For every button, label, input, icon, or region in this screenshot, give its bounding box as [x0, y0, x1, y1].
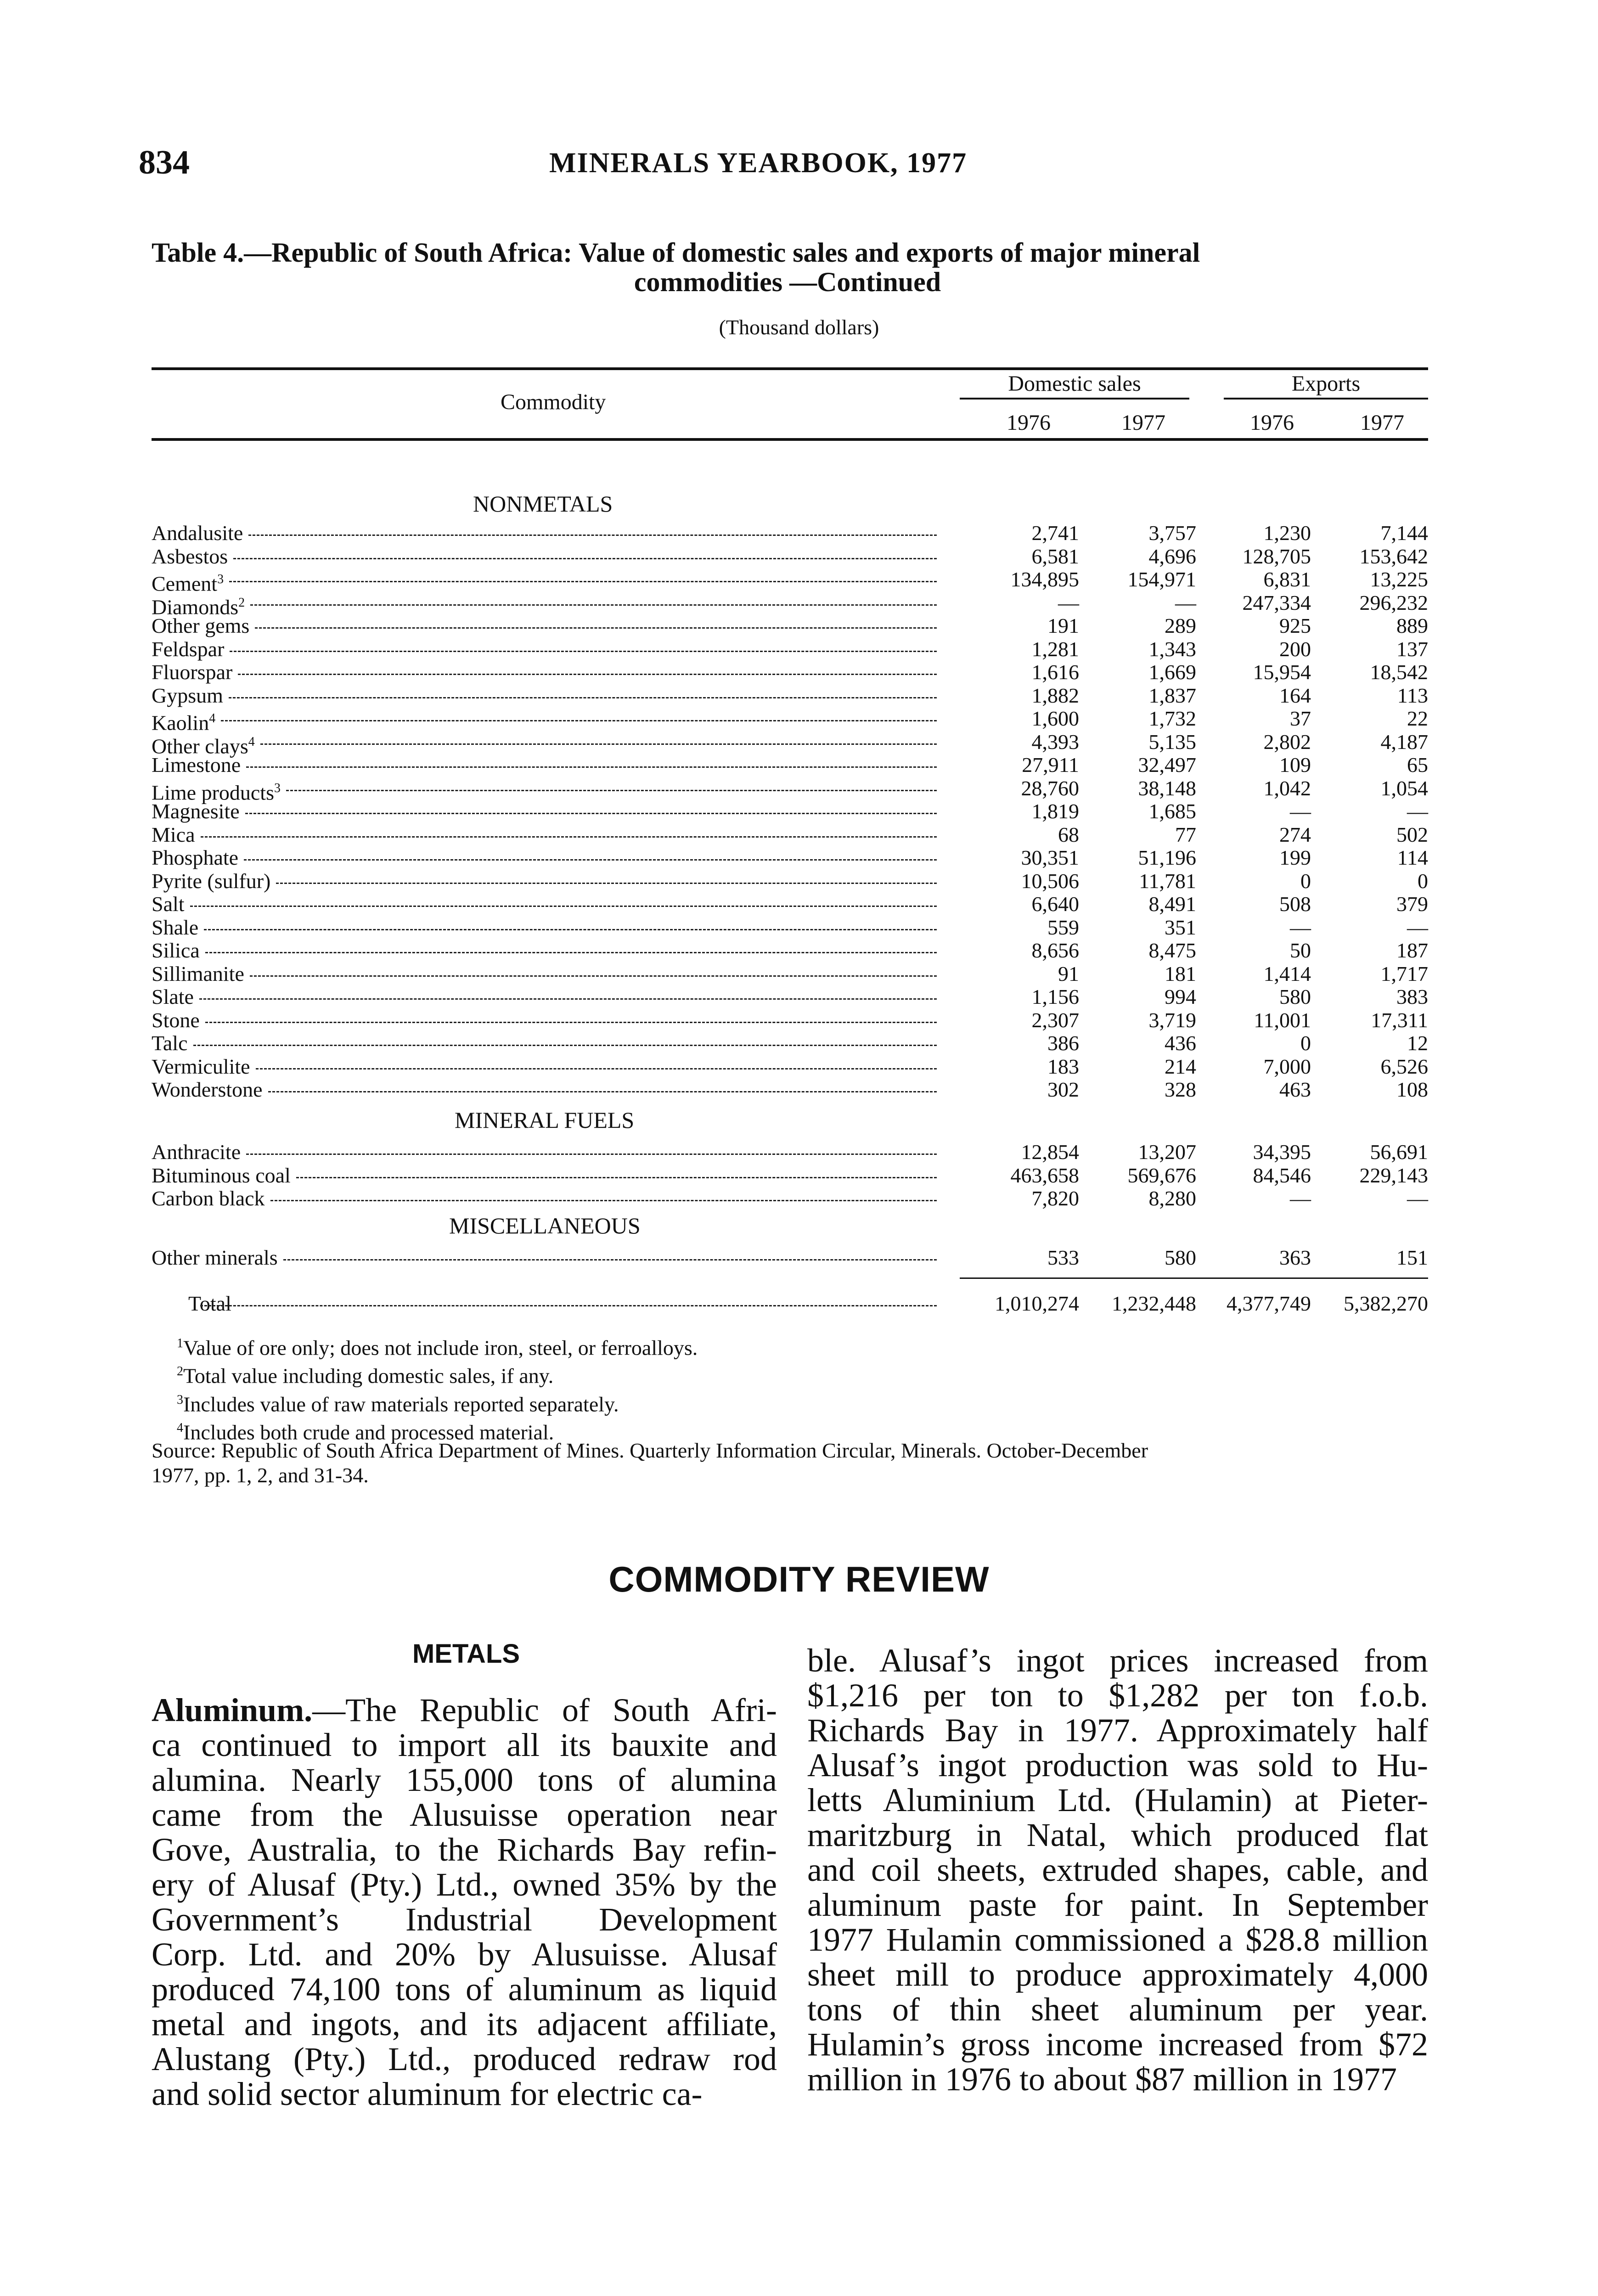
- value-e77: 153,642: [1359, 544, 1428, 568]
- leader-dots: [260, 743, 937, 745]
- table-row: [152, 545, 1428, 568]
- value-d76: 6,581: [1031, 544, 1079, 568]
- value-d77: 38,148: [1138, 776, 1196, 800]
- value-d76: 27,911: [1022, 753, 1079, 777]
- commodity-name: Silica: [152, 939, 200, 962]
- text-line: came from the Alusuisse operation near: [152, 1796, 777, 1833]
- commodity-name: Gypsum: [152, 683, 223, 707]
- footnote-text: Total value including domestic sales, if any.: [183, 1364, 554, 1388]
- footnote-1: [177, 1332, 1371, 1360]
- commodity-name: Vermiculite: [152, 1054, 250, 1078]
- value-d77: 32,497: [1138, 753, 1196, 777]
- table-title: [152, 238, 1424, 297]
- value-e76: 925: [1279, 614, 1311, 637]
- text-line: maritzburg in Natal, which produced flat: [807, 1817, 1428, 1853]
- table-row: [152, 707, 1428, 735]
- value-d77: 8,491: [1148, 892, 1196, 916]
- value-e76: 199: [1279, 846, 1311, 869]
- footnote-text: Value of ore only; does not include iron, steel, or ferroalloys.: [183, 1336, 698, 1360]
- value-e77: 137: [1396, 637, 1428, 661]
- commodity-name: Slate: [152, 985, 194, 1008]
- value-e76: 6,831: [1263, 568, 1311, 591]
- value-e76: 2,802: [1263, 730, 1311, 754]
- section-nonmetals: NONMETALS: [473, 491, 613, 517]
- table-row: [152, 776, 1428, 804]
- value-e76: 0: [1300, 1031, 1311, 1055]
- text-line: ble. Alusaf’s ingot prices increased from: [807, 1642, 1428, 1679]
- value-d76: 7,820: [1031, 1187, 1079, 1210]
- value-e77: 114: [1397, 846, 1428, 869]
- value-d76: 4,393: [1031, 730, 1079, 754]
- value-d76: 386: [1047, 1031, 1079, 1055]
- text-line: Corp. Ltd. and 20% by Alusuisse. Alusaf: [152, 1936, 777, 1973]
- leader-dots: [250, 975, 937, 977]
- total-rule: [960, 1277, 1428, 1279]
- footnote-marker: 3: [217, 572, 224, 586]
- value-e77: 56,691: [1370, 1140, 1428, 1164]
- footnote-text: Includes both crude and processed material.: [183, 1420, 554, 1444]
- leader-dots: [268, 1091, 937, 1092]
- table-row: [152, 614, 1428, 637]
- text-line: $1,216 per ton to $1,282 per ton f.o.b.: [807, 1677, 1428, 1714]
- value-d76: 10,506: [1021, 869, 1079, 893]
- value-d76: 1,616: [1031, 660, 1079, 684]
- value-e77: 229,143: [1359, 1163, 1428, 1187]
- column-header-exports: Exports: [1291, 371, 1361, 396]
- total-row: [152, 1292, 1428, 1315]
- value-d77: 214: [1165, 1054, 1196, 1078]
- value-d76: 68: [1058, 822, 1079, 846]
- value-e76: —: [1290, 915, 1311, 939]
- value-e77: 22: [1407, 707, 1428, 730]
- commodity-name: Magnesite: [152, 799, 240, 823]
- commodity-name: Sillimanite: [152, 962, 244, 985]
- value-d77: 8,475: [1148, 939, 1196, 962]
- commodity-name: Andalusite: [152, 521, 243, 545]
- table-row: [152, 1246, 1428, 1269]
- lead-term: Aluminum.: [152, 1692, 313, 1728]
- leader-dots: [286, 790, 937, 791]
- value-d77: 1,732: [1148, 707, 1196, 730]
- text-line: Government’s Industrial Development: [152, 1901, 777, 1938]
- value-e76: 1,042: [1263, 776, 1311, 800]
- lead-text: —The Republic of South Afri-: [312, 1692, 777, 1728]
- commodity-name: Carbon black: [152, 1187, 265, 1210]
- value-d77: 181: [1165, 962, 1196, 985]
- value-d77: 289: [1165, 614, 1196, 637]
- section-mineral-fuels: MINERAL FUELS: [455, 1107, 635, 1133]
- text-line: and solid sector aluminum for electric ca-: [152, 2076, 703, 2112]
- value-d77: 51,196: [1138, 846, 1196, 869]
- text-line: Alusaf’s ingot production was sold to Hu-: [807, 1747, 1428, 1784]
- value-e77: 1,054: [1380, 776, 1428, 800]
- table-row: [152, 800, 1428, 823]
- column-header-domestic-1977: 1977: [1121, 411, 1165, 435]
- value-e76: 128,705: [1242, 544, 1311, 568]
- value-d77: —: [1175, 591, 1196, 614]
- column-header-commodity: Commodity: [501, 390, 606, 414]
- table-row: [152, 638, 1428, 661]
- value-e77: 108: [1396, 1078, 1428, 1101]
- table-row: [152, 823, 1428, 846]
- column-header-exports-1976: 1976: [1250, 411, 1294, 435]
- value-d76: 30,351: [1021, 846, 1079, 869]
- value-d76: 8,656: [1031, 939, 1079, 962]
- value-d77: 569,676: [1127, 1163, 1196, 1187]
- commodity-name: Talc: [152, 1031, 188, 1055]
- right-text-column: [807, 1643, 1428, 2097]
- value-e76: 274: [1279, 822, 1311, 846]
- text-line: million in 1976 to about $87 million in 1977: [807, 2061, 1397, 2098]
- value-e77: 383: [1396, 985, 1428, 1008]
- column-header-exports-1977: 1977: [1360, 411, 1404, 435]
- value-e76: 580: [1279, 985, 1311, 1008]
- value-d76: 1,156: [1031, 985, 1079, 1008]
- commodity-name: Feldspar: [152, 637, 225, 661]
- value-e76: 1,230: [1263, 521, 1311, 545]
- value-e77: 0: [1418, 869, 1428, 893]
- leader-dots: [246, 766, 937, 768]
- table-row: [152, 985, 1428, 1008]
- column-header-domestic-1976: 1976: [1007, 411, 1051, 435]
- value-d77: 1,232,448: [1112, 1292, 1196, 1315]
- table-footnotes: [177, 1332, 1371, 1444]
- leader-dots: [229, 697, 937, 698]
- value-e77: 18,542: [1370, 660, 1428, 684]
- commodity-name: Salt: [152, 892, 185, 916]
- leader-dots: [201, 836, 937, 838]
- value-e77: 113: [1397, 683, 1428, 707]
- value-e77: 5,382,270: [1344, 1292, 1428, 1315]
- value-e76: 247,334: [1242, 591, 1311, 614]
- leader-dots: [233, 558, 937, 559]
- value-d77: 3,757: [1148, 521, 1196, 545]
- value-e77: 13,225: [1370, 568, 1428, 591]
- text-line: [152, 1693, 777, 1728]
- table-row: [152, 568, 1428, 596]
- value-e76: 37: [1290, 707, 1311, 730]
- domestic-header-rule: [960, 398, 1189, 400]
- commodity-name: Bituminous coal: [152, 1163, 291, 1187]
- value-d77: 994: [1165, 985, 1196, 1008]
- column-header-domestic-sales: Domestic sales: [1008, 371, 1141, 396]
- table-row: [152, 754, 1428, 777]
- value-e76: 508: [1279, 892, 1311, 916]
- commodity-name: Other gems: [152, 614, 250, 637]
- value-e76: 15,954: [1253, 660, 1311, 684]
- text-line: Alustang (Pty.) Ltd., produced redraw rod: [152, 2041, 777, 2077]
- left-text-column: [152, 1693, 777, 2111]
- value-e77: 151: [1396, 1246, 1428, 1269]
- leader-dots: [246, 1154, 937, 1155]
- value-e76: 463: [1279, 1078, 1311, 1101]
- commodity-name: Fluorspar: [152, 660, 233, 684]
- footnote-marker: 1: [177, 1336, 183, 1351]
- value-e76: 1,414: [1263, 962, 1311, 985]
- value-d77: 13,207: [1138, 1140, 1196, 1164]
- value-e77: 7,144: [1380, 521, 1428, 545]
- table-row: [152, 1032, 1428, 1055]
- table-title-line-2: commodities —Continued: [634, 267, 941, 297]
- metals-heading: METALS: [412, 1639, 520, 1669]
- value-e76: 7,000: [1263, 1054, 1311, 1078]
- leader-dots: [270, 1200, 937, 1201]
- commodity-name: Mica: [152, 822, 195, 846]
- value-d76: 1,600: [1031, 707, 1079, 730]
- table-row: [152, 1009, 1428, 1032]
- value-e76: 4,377,749: [1227, 1292, 1311, 1315]
- value-e77: 502: [1396, 822, 1428, 846]
- commodity-name: Other clays$^4$: [152, 734, 255, 758]
- footnote-marker: 4: [209, 711, 216, 726]
- value-e76: —: [1290, 1187, 1311, 1210]
- leader-dots: [283, 1259, 937, 1261]
- value-d76: 2,741: [1031, 521, 1079, 545]
- value-d77: 11,781: [1139, 869, 1196, 893]
- commodity-name: Stone: [152, 1008, 200, 1032]
- text-line: letts Aluminium Ltd. (Hulamin) at Pieter-: [807, 1782, 1428, 1818]
- page-number: 834: [139, 144, 190, 181]
- text-line: 1977 Hulamin commissioned a $28.8 million: [807, 1921, 1428, 1958]
- table-row: [152, 1055, 1428, 1078]
- text-line: alumina. Nearly 155,000 tons of alumina: [152, 1761, 777, 1798]
- table-row: [152, 939, 1428, 962]
- value-e77: 6,526: [1380, 1054, 1428, 1078]
- commodity-name: Lime products$^3$: [152, 780, 281, 804]
- table-row: [152, 916, 1428, 939]
- value-e76: —: [1290, 799, 1311, 823]
- text-line: metal and ingots, and its adjacent affiliate,: [152, 2006, 777, 2043]
- table-row: [152, 684, 1428, 707]
- value-d77: 4,696: [1148, 544, 1196, 568]
- table-row: [152, 591, 1428, 619]
- value-d76: 28,760: [1021, 776, 1079, 800]
- leader-dots: [205, 1022, 937, 1023]
- commodity-name: Asbestos: [152, 544, 228, 568]
- commodity-name: Kaolin$^4$: [152, 711, 216, 735]
- leader-dots: [238, 674, 937, 675]
- leader-dots: [221, 720, 937, 721]
- commodity-review-heading: COMMODITY REVIEW: [608, 1559, 990, 1599]
- value-d77: 5,135: [1148, 730, 1196, 754]
- text-line: sheet mill to produce approximately 4,000: [807, 1956, 1428, 1993]
- value-e77: 17,311: [1371, 1008, 1428, 1032]
- commodity-name: Cement$^3$: [152, 572, 224, 596]
- value-e76: 0: [1300, 869, 1311, 893]
- value-e76: 84,546: [1253, 1163, 1311, 1187]
- value-d76: —: [1058, 591, 1079, 614]
- value-e77: —: [1407, 1187, 1428, 1210]
- value-d77: 351: [1165, 915, 1196, 939]
- table-row: [152, 846, 1428, 869]
- value-e76: 34,395: [1253, 1140, 1311, 1164]
- value-e77: 4,187: [1380, 730, 1428, 754]
- text-line: and coil sheets, extruded shapes, cable, and: [807, 1851, 1428, 1888]
- value-d76: 12,854: [1021, 1140, 1079, 1164]
- value-e77: 1,717: [1380, 962, 1428, 985]
- table-title-line-1: Table 4.—Republic of South Africa: Value of domestic sales and exports of major mineral: [152, 237, 1200, 268]
- value-d76: 302: [1047, 1078, 1079, 1101]
- footnote-3: [177, 1388, 1371, 1416]
- footnote-text: Includes value of raw materials reported separately.: [183, 1392, 619, 1416]
- running-title: MINERALS YEARBOOK, 1977: [549, 147, 968, 179]
- value-e77: —: [1407, 799, 1428, 823]
- text-line: Hulamin’s gross income increased from $72: [807, 2026, 1428, 2063]
- value-d77: 3,719: [1148, 1008, 1196, 1032]
- leader-dots: [255, 627, 937, 629]
- footnote-marker: 2: [238, 595, 245, 610]
- leader-dots: [296, 1177, 937, 1178]
- source-line-1: Source: Republic of South Africa Department of Mines. Quarterly Information Circular, Minerals. October-December: [152, 1439, 1148, 1462]
- leader-dots: [248, 535, 937, 536]
- value-e76: 200: [1279, 637, 1311, 661]
- footnote-marker: 2: [177, 1364, 183, 1379]
- value-e77: 889: [1396, 614, 1428, 637]
- leader-dots: [193, 1045, 937, 1046]
- table-row: [152, 870, 1428, 893]
- leader-dots: [256, 1068, 937, 1069]
- value-d77: 1,343: [1148, 637, 1196, 661]
- table-row: [152, 893, 1428, 916]
- value-e76: 11,001: [1254, 1008, 1311, 1032]
- value-e77: 12: [1407, 1031, 1428, 1055]
- footnote-marker: 3: [177, 1392, 183, 1407]
- commodity-name: Other minerals: [152, 1246, 278, 1269]
- value-e77: 296,232: [1359, 591, 1428, 614]
- leader-dots: [276, 883, 937, 884]
- value-d76: 559: [1047, 915, 1079, 939]
- text-line: ca continued to import all its bauxite and: [152, 1727, 777, 1763]
- value-e76: 50: [1290, 939, 1311, 962]
- value-d76: 6,640: [1031, 892, 1079, 916]
- value-d77: 77: [1175, 822, 1196, 846]
- table-row: [152, 1187, 1428, 1210]
- value-d76: 1,281: [1031, 637, 1079, 661]
- leader-dots: [204, 929, 937, 930]
- value-e77: 65: [1407, 753, 1428, 777]
- table-row: [152, 1164, 1428, 1187]
- text-line: produced 74,100 tons of aluminum as liquid: [152, 1971, 777, 2008]
- table-top-rule: [152, 367, 1428, 370]
- table-row: [152, 730, 1428, 758]
- value-d77: 154,971: [1127, 568, 1196, 591]
- table-header-rule: [152, 438, 1428, 441]
- value-d77: 328: [1165, 1078, 1196, 1101]
- footnote-2: [177, 1360, 1371, 1388]
- text-line: aluminum paste for paint. In September: [807, 1886, 1428, 1923]
- table-row: [152, 661, 1428, 684]
- table-row: [152, 962, 1428, 985]
- value-d77: 1,669: [1148, 660, 1196, 684]
- footnote-marker: 4: [248, 734, 255, 749]
- value-d77: 436: [1165, 1031, 1196, 1055]
- footnote-marker: 4: [177, 1420, 183, 1435]
- value-d77: 580: [1165, 1246, 1196, 1269]
- value-d76: 463,658: [1010, 1163, 1079, 1187]
- source-line-2: 1977, pp. 1, 2, and 31-34.: [152, 1463, 369, 1487]
- value-d77: 8,280: [1148, 1187, 1196, 1210]
- value-d76: 1,819: [1031, 799, 1079, 823]
- text-line: Gove, Australia, to the Richards Bay refin-: [152, 1831, 777, 1868]
- table-row: [152, 1141, 1428, 1164]
- text-line: tons of thin sheet aluminum per year.: [807, 1991, 1428, 2028]
- value-e76: 363: [1279, 1246, 1311, 1269]
- table-row: [152, 1078, 1428, 1101]
- text-line: Richards Bay in 1977. Approximately half: [807, 1712, 1428, 1749]
- value-d76: 134,895: [1010, 568, 1079, 591]
- leader-dots: [245, 813, 937, 814]
- exports-header-rule: [1224, 398, 1428, 400]
- value-d76: 1,010,274: [995, 1292, 1079, 1315]
- leader-dots: [250, 604, 937, 606]
- commodity-name: Diamonds$^2$: [152, 595, 245, 619]
- leader-dots: [230, 651, 937, 652]
- leader-dots: [229, 581, 937, 582]
- value-d76: 183: [1047, 1054, 1079, 1078]
- value-d76: 1,882: [1031, 683, 1079, 707]
- value-e76: 164: [1279, 683, 1311, 707]
- leader-dots: [205, 952, 937, 953]
- value-e76: 109: [1279, 753, 1311, 777]
- value-d76: 91: [1058, 962, 1079, 985]
- value-d76: 533: [1047, 1246, 1079, 1269]
- commodity-name: Pyrite (sulfur): [152, 869, 271, 893]
- value-d76: 191: [1047, 614, 1079, 637]
- text-line: ery of Alusaf (Pty.) Ltd., owned 35% by the: [152, 1866, 777, 1903]
- commodity-name: Limestone: [152, 753, 241, 777]
- leader-dots: [244, 859, 937, 861]
- commodity-name: Wonderstone: [152, 1078, 263, 1101]
- value-e77: 379: [1396, 892, 1428, 916]
- value-e77: —: [1407, 915, 1428, 939]
- footnote-marker: 3: [274, 781, 281, 795]
- value-e77: 187: [1396, 939, 1428, 962]
- commodity-name: Total: [188, 1292, 231, 1315]
- value-d77: 1,837: [1148, 683, 1196, 707]
- value-d76: 2,307: [1031, 1008, 1079, 1032]
- value-d77: 1,685: [1148, 799, 1196, 823]
- leader-dots: [199, 998, 937, 1000]
- commodity-name: Shale: [152, 915, 199, 939]
- table-row: [152, 522, 1428, 545]
- leader-dots: [190, 906, 937, 907]
- table-units: (Thousand dollars): [719, 315, 879, 339]
- commodity-name: Phosphate: [152, 846, 239, 869]
- table-source: [152, 1438, 1428, 1488]
- leader-dots: [200, 1305, 937, 1306]
- section-miscellaneous: MISCELLANEOUS: [449, 1213, 641, 1238]
- commodity-name: Anthracite: [152, 1140, 241, 1164]
